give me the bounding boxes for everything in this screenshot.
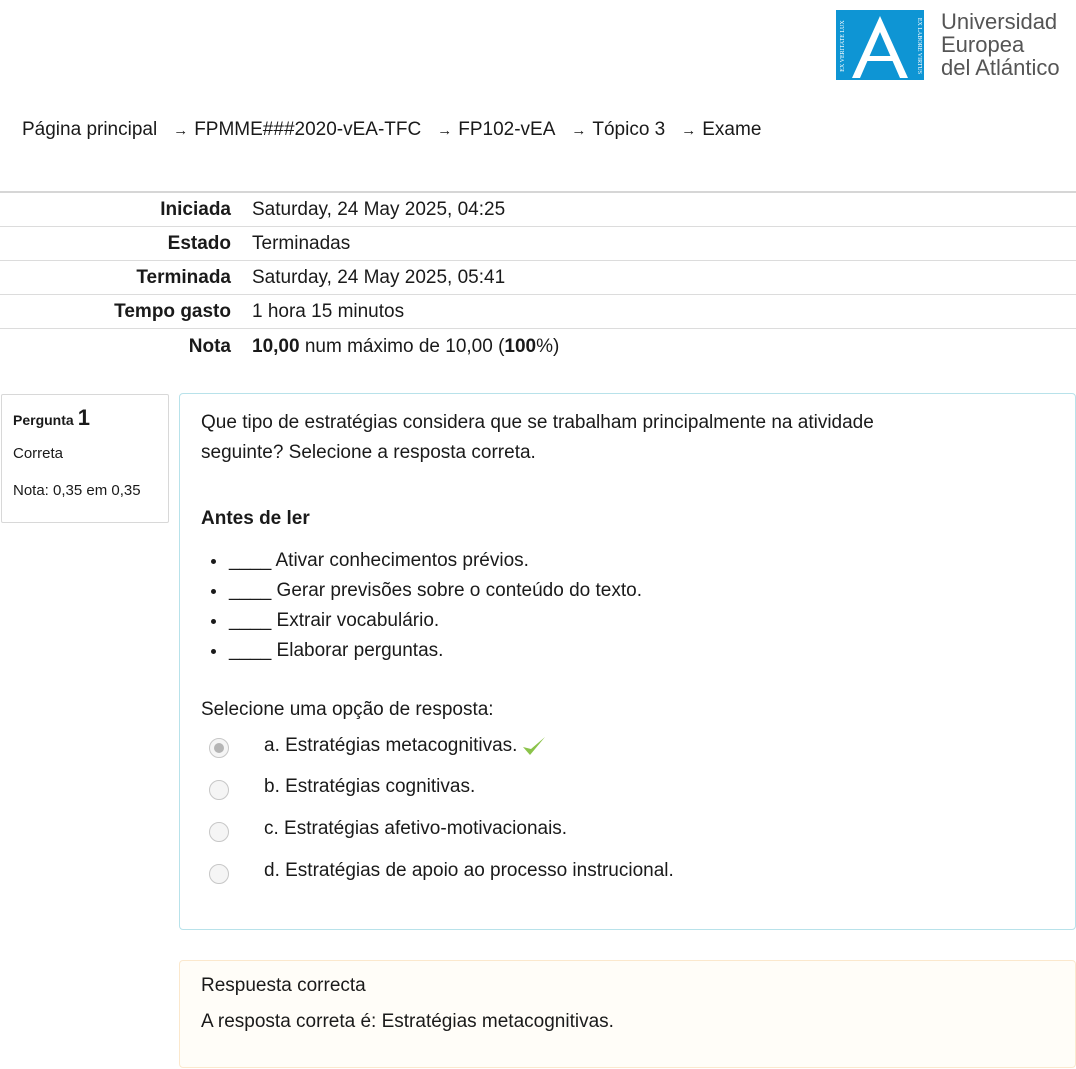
question-label: Pergunta xyxy=(13,412,74,428)
summary-value: Saturday, 24 May 2025, 04:25 xyxy=(252,198,506,220)
summary-row-grade xyxy=(0,329,1076,364)
list-item: • ____ Elaborar perguntas. xyxy=(228,636,1055,666)
answer-radio-d[interactable] xyxy=(209,864,229,884)
logo-wordmark xyxy=(941,10,1060,79)
answer-radio-c[interactable] xyxy=(209,822,229,842)
answer-label-d: d. Estratégias de apoio ao processo instrucional. xyxy=(264,860,674,881)
answer-label-a: a. Estratégias metacognitivas. xyxy=(264,735,518,757)
question-number: 1 xyxy=(77,405,90,430)
summary-label: Tempo gasto xyxy=(114,300,231,322)
summary-label: Nota xyxy=(188,335,231,357)
grade-percent: 100 xyxy=(504,335,537,357)
breadcrumb-separator: → xyxy=(437,122,453,139)
summary-value xyxy=(231,329,1076,364)
summary-label: Iniciada xyxy=(160,198,231,220)
question-info-box xyxy=(1,394,169,523)
attempt-summary-table xyxy=(0,191,1076,363)
university-logo[interactable] xyxy=(836,10,1076,82)
answer-option-b[interactable] xyxy=(201,771,1055,813)
question-text: Que tipo de estratégias considera que se trabalham principalmente na atividade seguinte? Selecione a resposta correta. xyxy=(201,412,874,463)
feedback-text: A resposta correta é: Estratégias metacognitivas. xyxy=(201,1011,614,1032)
summary-value: Saturday, 24 May 2025, 05:41 xyxy=(252,266,506,288)
breadcrumb-separator: → xyxy=(571,122,587,139)
breadcrumb-course[interactable]: FPMME###2020-vEA-TFC xyxy=(194,119,422,140)
breadcrumb-topic[interactable]: Tópico 3 xyxy=(592,119,666,140)
answer-options xyxy=(201,729,1055,897)
summary-row-started xyxy=(0,192,1076,227)
question-subheading: Antes de ler xyxy=(201,508,310,529)
checkmark-icon xyxy=(521,734,547,758)
answer-label-c: c. Estratégias afetivo-motivacionais. xyxy=(264,818,568,839)
logo-line-1: Universidad xyxy=(941,9,1058,34)
question-number-line xyxy=(13,405,168,431)
question-grade: Nota: 0,35 em 0,35 xyxy=(13,482,141,499)
grade-end: %) xyxy=(536,335,560,357)
question-content xyxy=(179,393,1076,930)
answer-prompt: Selecione uma opção de resposta: xyxy=(201,699,494,720)
answer-option-c[interactable] xyxy=(201,813,1055,855)
answer-radio-a[interactable] xyxy=(209,738,229,758)
list-item: • ____ Extrair vocabulário. xyxy=(228,606,1055,636)
strategy-list xyxy=(201,546,1055,666)
summary-row-time-taken xyxy=(0,295,1076,329)
list-item: • ____ Ativar conhecimentos prévios. xyxy=(228,546,1055,576)
breadcrumb-separator: → xyxy=(681,122,697,139)
summary-label: Terminada xyxy=(136,266,231,288)
summary-value: 1 hora 15 minutos xyxy=(252,300,405,322)
list-item: • ____ Gerar previsões sobre o conteúdo do texto. xyxy=(228,576,1055,606)
logo-motto-left: EX VERITATE LUX xyxy=(840,20,846,72)
breadcrumb-exam[interactable]: Exame xyxy=(702,119,762,140)
summary-row-completed xyxy=(0,261,1076,295)
grade-value: 10,00 xyxy=(252,335,300,357)
logo-line-3: del Atlántico xyxy=(941,55,1060,80)
logo-motto-right: EX LABORE VIRTUS xyxy=(916,17,922,75)
grade-middle: num máximo de 10,00 ( xyxy=(299,335,505,357)
answer-option-a[interactable] xyxy=(201,729,1055,771)
answer-radio-b[interactable] xyxy=(209,780,229,800)
summary-row-state xyxy=(0,227,1076,261)
breadcrumb-separator: → xyxy=(173,122,189,139)
breadcrumb-home[interactable]: Página principal xyxy=(22,119,158,140)
breadcrumb-module[interactable]: FP102-vEA xyxy=(458,119,556,140)
breadcrumb xyxy=(22,119,761,141)
feedback-title: Respuesta correcta xyxy=(201,975,366,996)
logo-mark-icon xyxy=(836,10,924,80)
answer-feedback-box xyxy=(179,960,1076,1068)
question-state: Correta xyxy=(13,445,64,462)
answer-option-d[interactable] xyxy=(201,855,1055,897)
summary-value: Terminadas xyxy=(252,232,351,254)
answer-label-b: b. Estratégias cognitivas. xyxy=(264,776,476,797)
summary-label: Estado xyxy=(167,232,231,254)
logo-line-2: Europea xyxy=(941,32,1025,57)
